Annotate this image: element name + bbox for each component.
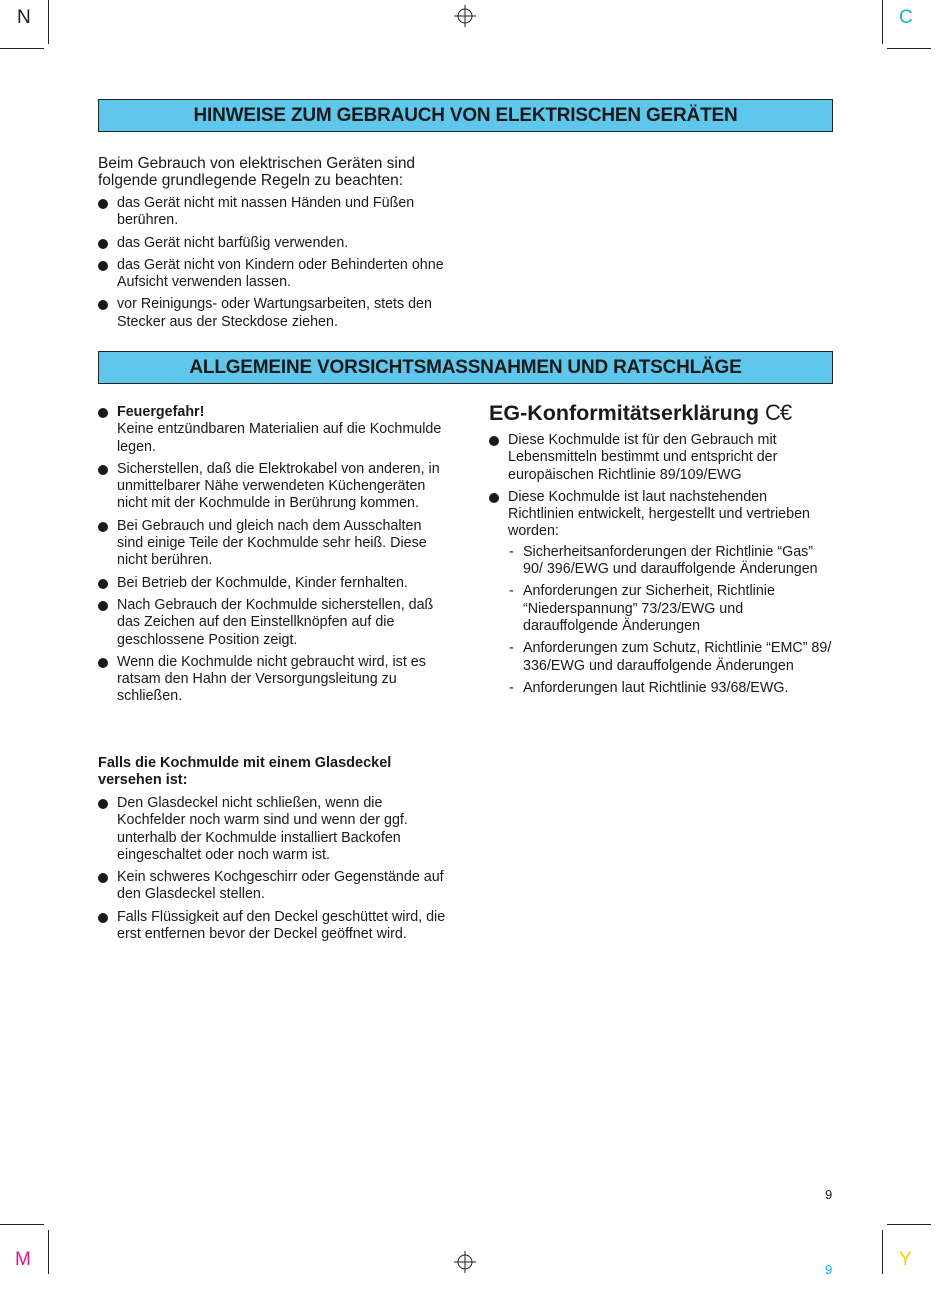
- list-item: Kein schweres Kochgeschirr oder Gegenstände auf den Glasdeckel stellen.: [98, 869, 448, 904]
- list-item: Diese Kochmulde ist laut nachstehenden Richtlinien entwickelt, hergestellt und vertrieben worden:: [489, 489, 834, 541]
- crop-mark: [0, 1224, 44, 1225]
- intro-text: Beim Gebrauch von elektrischen Geräten sind folgende grundlegende Regeln zu beachten:: [98, 155, 416, 189]
- bullet-icon: [98, 300, 108, 310]
- ce-mark-icon: C€: [764, 400, 792, 425]
- list-item: Wenn die Kochmulde nicht gebraucht wird, ist es ratsam den Hahn der Versorgungsleitung zu schließen.: [98, 654, 448, 706]
- bullet-icon: [98, 799, 108, 809]
- glass-lid-list: [98, 795, 448, 943]
- precautions-column: [98, 404, 448, 711]
- list-item: das Gerät nicht mit nassen Händen und Füßen berühren.: [98, 195, 448, 230]
- list-item: Nach Gebrauch der Kochmulde sicherstellen, daß das Zeichen auf den Einstellknöpfen auf die geschlossene Position zeigt.: [98, 597, 448, 649]
- list-item: Diese Kochmulde ist für den Gebrauch mit Lebensmitteln bestimmt und entspricht der europäischen Richtlinie 89/109/EWG: [489, 432, 834, 484]
- directives-list: [509, 544, 834, 697]
- bullet-icon: [98, 601, 108, 611]
- list-item: das Gerät nicht barfüßig verwenden.: [98, 235, 448, 252]
- list-item: Falls Flüssigkeit auf den Deckel geschüttet wird, die erst entfernen bevor der Deckel geöffnet wird.: [98, 909, 448, 944]
- bullet-icon: [98, 261, 108, 271]
- crop-mark: [48, 0, 49, 44]
- registration-mark-icon: [454, 1251, 476, 1273]
- list-item: das Gerät nicht von Kindern oder Behinderten ohne Aufsicht verwenden lassen.: [98, 257, 448, 292]
- bullet-icon: [98, 239, 108, 249]
- slug-page-number: 9: [825, 1262, 833, 1277]
- crop-mark: [887, 48, 931, 49]
- bullet-icon: [98, 199, 108, 209]
- glass-lid-section: [98, 755, 448, 948]
- fire-hazard-heading: Feuergefahr!: [117, 404, 205, 420]
- glass-lid-heading: Falls die Kochmulde mit einem Glasdeckel versehen ist:: [98, 755, 392, 788]
- registration-mark-icon: [454, 5, 476, 27]
- bullet-icon: [98, 579, 108, 589]
- page-number: 9: [825, 1187, 833, 1202]
- list-item: vor Reinigungs- oder Wartungsarbeiten, stets den Stecker aus der Steckdose ziehen.: [98, 296, 448, 331]
- corner-label-top-left: N: [17, 7, 31, 28]
- list-item: Den Glasdeckel nicht schließen, wenn die Kochfelder noch warm sind und wenn der ggf. unterhalb der Kochmulde installiert Backofen eingeschaltet oder noch warm ist.: [98, 795, 448, 864]
- list-item: Feuergefahr! Keine entzündbaren Materialien auf die Kochmulde legen.: [98, 404, 448, 456]
- electrical-rules-list: [98, 195, 448, 331]
- bullet-icon: [98, 465, 108, 475]
- crop-mark: [882, 0, 883, 44]
- corner-label-top-right: C: [899, 7, 913, 28]
- bullet-icon: [98, 522, 108, 532]
- bullet-icon: [489, 436, 499, 446]
- crop-mark: [882, 1230, 883, 1274]
- crop-mark: [887, 1224, 931, 1225]
- bullet-icon: [98, 408, 108, 418]
- section-banner-electrical: HINWEISE ZUM GEBRAUCH VON ELEKTRISCHEN GERÄTEN: [98, 99, 833, 132]
- bullet-icon: [98, 913, 108, 923]
- list-item: Bei Gebrauch und gleich nach dem Ausschalten sind einige Teile der Kochmulde sehr heiß. Diese nicht berühren.: [98, 518, 448, 570]
- section-banner-precautions: ALLGEMEINE VORSICHTSMASSNAHMEN UND RATSCHLÄGE: [98, 351, 833, 384]
- eg-conformity-list: [489, 432, 834, 541]
- list-item: Sicherstellen, daß die Elektrokabel von anderen, in unmittelbarer Nähe verwendeten Küchengeräten nicht mit der Kochmulde in Berührung kommen.: [98, 461, 448, 513]
- crop-mark: [48, 1230, 49, 1274]
- bullet-icon: [489, 493, 499, 503]
- list-item: - Anforderungen laut Richtlinie 93/68/EWG.: [509, 679, 789, 696]
- corner-label-bottom-left: M: [15, 1249, 31, 1270]
- list-item: - Anforderungen zum Schutz, Richtlinie “EMC” 89/ 336/EWG und darauffolgende Änderungen: [509, 640, 832, 674]
- bullet-icon: [98, 658, 108, 668]
- list-item: Bei Betrieb der Kochmulde, Kinder fernhalten.: [98, 575, 448, 592]
- list-item: - Sicherheitsanforderungen der Richtlinie “Gas” 90/ 396/EWG und darauffolgende Änderungen: [509, 543, 818, 578]
- eg-conformity-title: EG-Konformitätserklärung C€: [489, 400, 792, 425]
- corner-label-bottom-right: Y: [899, 1249, 912, 1270]
- eg-conformity-column: [489, 400, 834, 702]
- precautions-list: [98, 404, 448, 706]
- crop-mark: [0, 48, 44, 49]
- bullet-icon: [98, 873, 108, 883]
- list-item: - Anforderungen zur Sicherheit, Richtlinie “Niederspannung” 73/23/EWG und darauffolgende Änderungen: [509, 583, 775, 634]
- electrical-section-body: [98, 155, 448, 336]
